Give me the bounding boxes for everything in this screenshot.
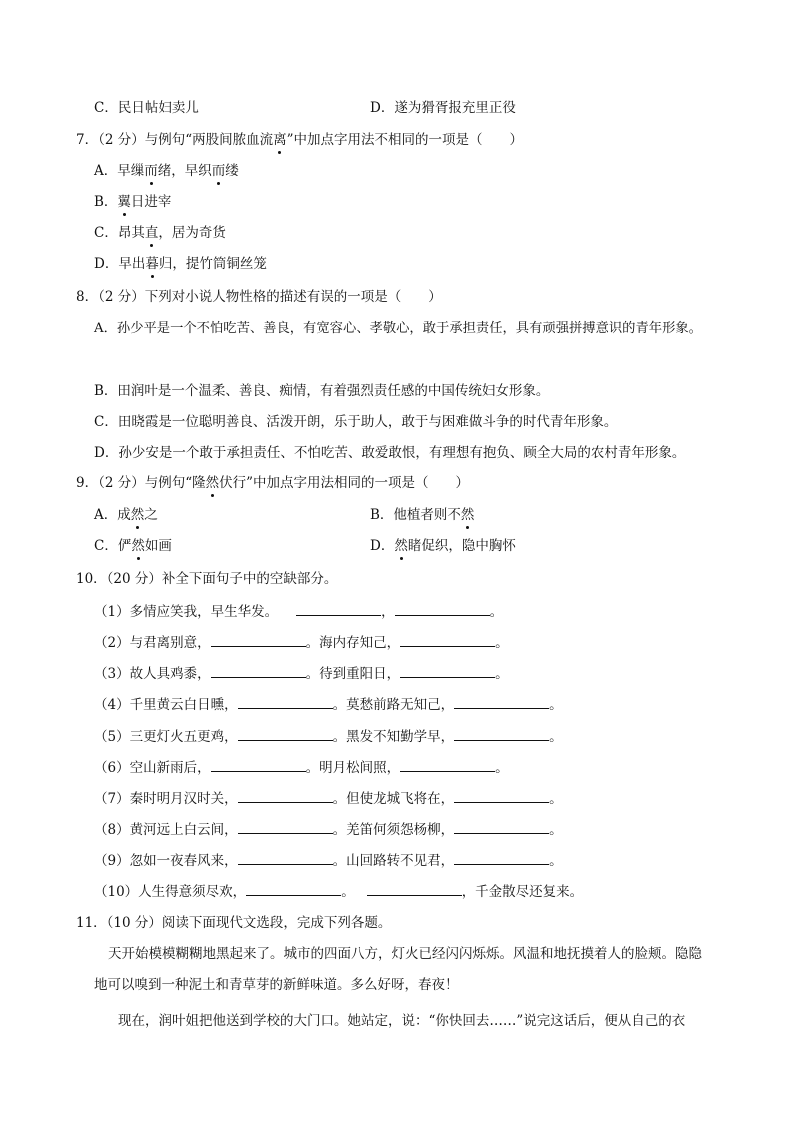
q9-option-d: D．然睹促织，隐中胸怀: [370, 538, 516, 554]
q8-option-d: D．孙少安是一个敢于承担责任、不怕吃苦、敢爱敢恨，有理想有抱负、顾全大局的农村青年形象。: [94, 445, 686, 461]
passage-line: 地可以嗅到一种泥土和青草芽的新鲜味道。多么好呀，春夜！: [94, 977, 459, 993]
q10-item: （8）黄河远上白云间， 。羌笛何须怨杨柳， 。: [94, 822, 563, 838]
q10-item: （10）人生得意须尽欢， 。 ，千金散尽还复来。: [94, 884, 584, 900]
answer-blank[interactable]: [400, 633, 495, 647]
q10-item: （6）空山新雨后， 。明月松间照， 。: [94, 760, 509, 776]
q9-option-c: C．俨然如画: [94, 538, 172, 554]
answer-blank[interactable]: [454, 695, 549, 709]
answer-blank[interactable]: [395, 602, 490, 616]
q7-option-c: C．昂其直，居为奇货: [94, 225, 226, 241]
emphasis-dot-char: 而: [144, 163, 158, 179]
emphasis-dot-char: 而: [211, 163, 226, 179]
q9-option-a: A．成然之: [94, 507, 158, 523]
passage-line: 现在，润叶姐把他送到学校的大门口。她站定，说：“你快回去……”说完这话后，便从自己的衣: [118, 1013, 686, 1029]
q10-item: （1）多情应笑我，早生华发。 ， 。: [94, 604, 504, 620]
emphasis-dot-char: 然: [460, 507, 475, 523]
answer-blank[interactable]: [454, 851, 549, 865]
q8-option-c: C．田晓霞是一位聪明善良、活泼开朗，乐于助人，敢于与困难做斗争的时代青年形象。: [94, 414, 618, 430]
q7-option-a: A．早缫而绪，早织而缕: [94, 163, 239, 179]
emphasis-dot-char: 然: [131, 538, 145, 554]
answer-blank[interactable]: [238, 820, 333, 834]
q10-stem: 10．（20 分）补全下面句子中的空缺部分。: [76, 571, 338, 587]
answer-blank[interactable]: [211, 664, 306, 678]
emphasis-dot-char: 然: [205, 475, 220, 491]
answer-blank[interactable]: [367, 882, 462, 896]
q10-item: （2）与君离别意， 。海内存知己， 。: [94, 635, 509, 651]
answer-blank[interactable]: [211, 758, 306, 772]
q10-item: （9）忽如一夜春风来， 。山回路转不见君， 。: [94, 853, 563, 869]
answer-blank[interactable]: [238, 789, 333, 803]
q7-stem: 7．（2 分）与例句“两股间脓血流离”中加点字用法不相同的一项是（ ）: [76, 132, 524, 148]
q7-option-b: B．翼日进宰: [94, 194, 172, 210]
answer-blank[interactable]: [238, 851, 333, 865]
emphasis-dot-char: 然: [394, 538, 408, 554]
q10-item: （4）千里黄云白日曛， 。莫愁前路无知己， 。: [94, 697, 563, 713]
q8-option-b: B．田润叶是一个温柔、善良、痴情，有着强烈责任感的中国传统妇女形象。: [94, 383, 550, 399]
q7-option-d: D．早出暮归，提竹筒铜丝笼: [94, 256, 267, 272]
q9-option-b: B．他植者则不然: [370, 507, 475, 523]
answer-blank[interactable]: [238, 727, 333, 741]
answer-blank[interactable]: [238, 695, 333, 709]
q11-stem: 11．（10 分）阅读下面现代文选段，完成下列各题。: [76, 915, 392, 931]
emphasis-dot-char: 然: [130, 507, 145, 523]
q10-item: （5）三更灯火五更鸡， 。黑发不知勤学早， 。: [94, 729, 563, 745]
emphasis-dot-char: 离: [273, 132, 287, 148]
q6-option-d: D．遂为猾胥报充里正役: [370, 100, 516, 116]
answer-blank[interactable]: [400, 758, 495, 772]
emphasis-dot-char: 直: [144, 225, 159, 241]
q6-option-c: C．民日帖妇卖儿: [94, 100, 199, 116]
answer-blank[interactable]: [246, 882, 341, 896]
answer-blank[interactable]: [454, 789, 549, 803]
passage-line: 天开始模模糊糊地黑起来了。城市的四面八方，灯火已经闪闪烁烁。风温和地抚摸着人的脸颊。隐隐: [108, 946, 702, 962]
answer-blank[interactable]: [454, 820, 549, 834]
emphasis-dot-char: 翼: [117, 194, 131, 210]
answer-blank[interactable]: [211, 633, 306, 647]
answer-blank[interactable]: [296, 602, 381, 616]
emphasis-dot-char: 暮: [145, 256, 159, 272]
q10-item: （3）故人具鸡黍， 。待到重阳日， 。: [94, 666, 509, 682]
q9-stem: 9．（2 分）与例句“隆然伏行”中加点字用法相同的一项是（ ）: [76, 475, 470, 491]
answer-blank[interactable]: [454, 727, 549, 741]
q10-item: （7）秦时明月汉时关， 。但使龙城飞将在， 。: [94, 791, 563, 807]
answer-blank[interactable]: [400, 664, 495, 678]
q8-stem: 8．（2 分）下列对小说人物性格的描述有误的一项是（ ）: [76, 289, 442, 305]
q8-option-a: A．孙少平是一个不怕吃苦、善良，有宽容心、孝敬心，敢于承担责任，具有顽强拼搏意识的青年形象。: [94, 321, 702, 336]
